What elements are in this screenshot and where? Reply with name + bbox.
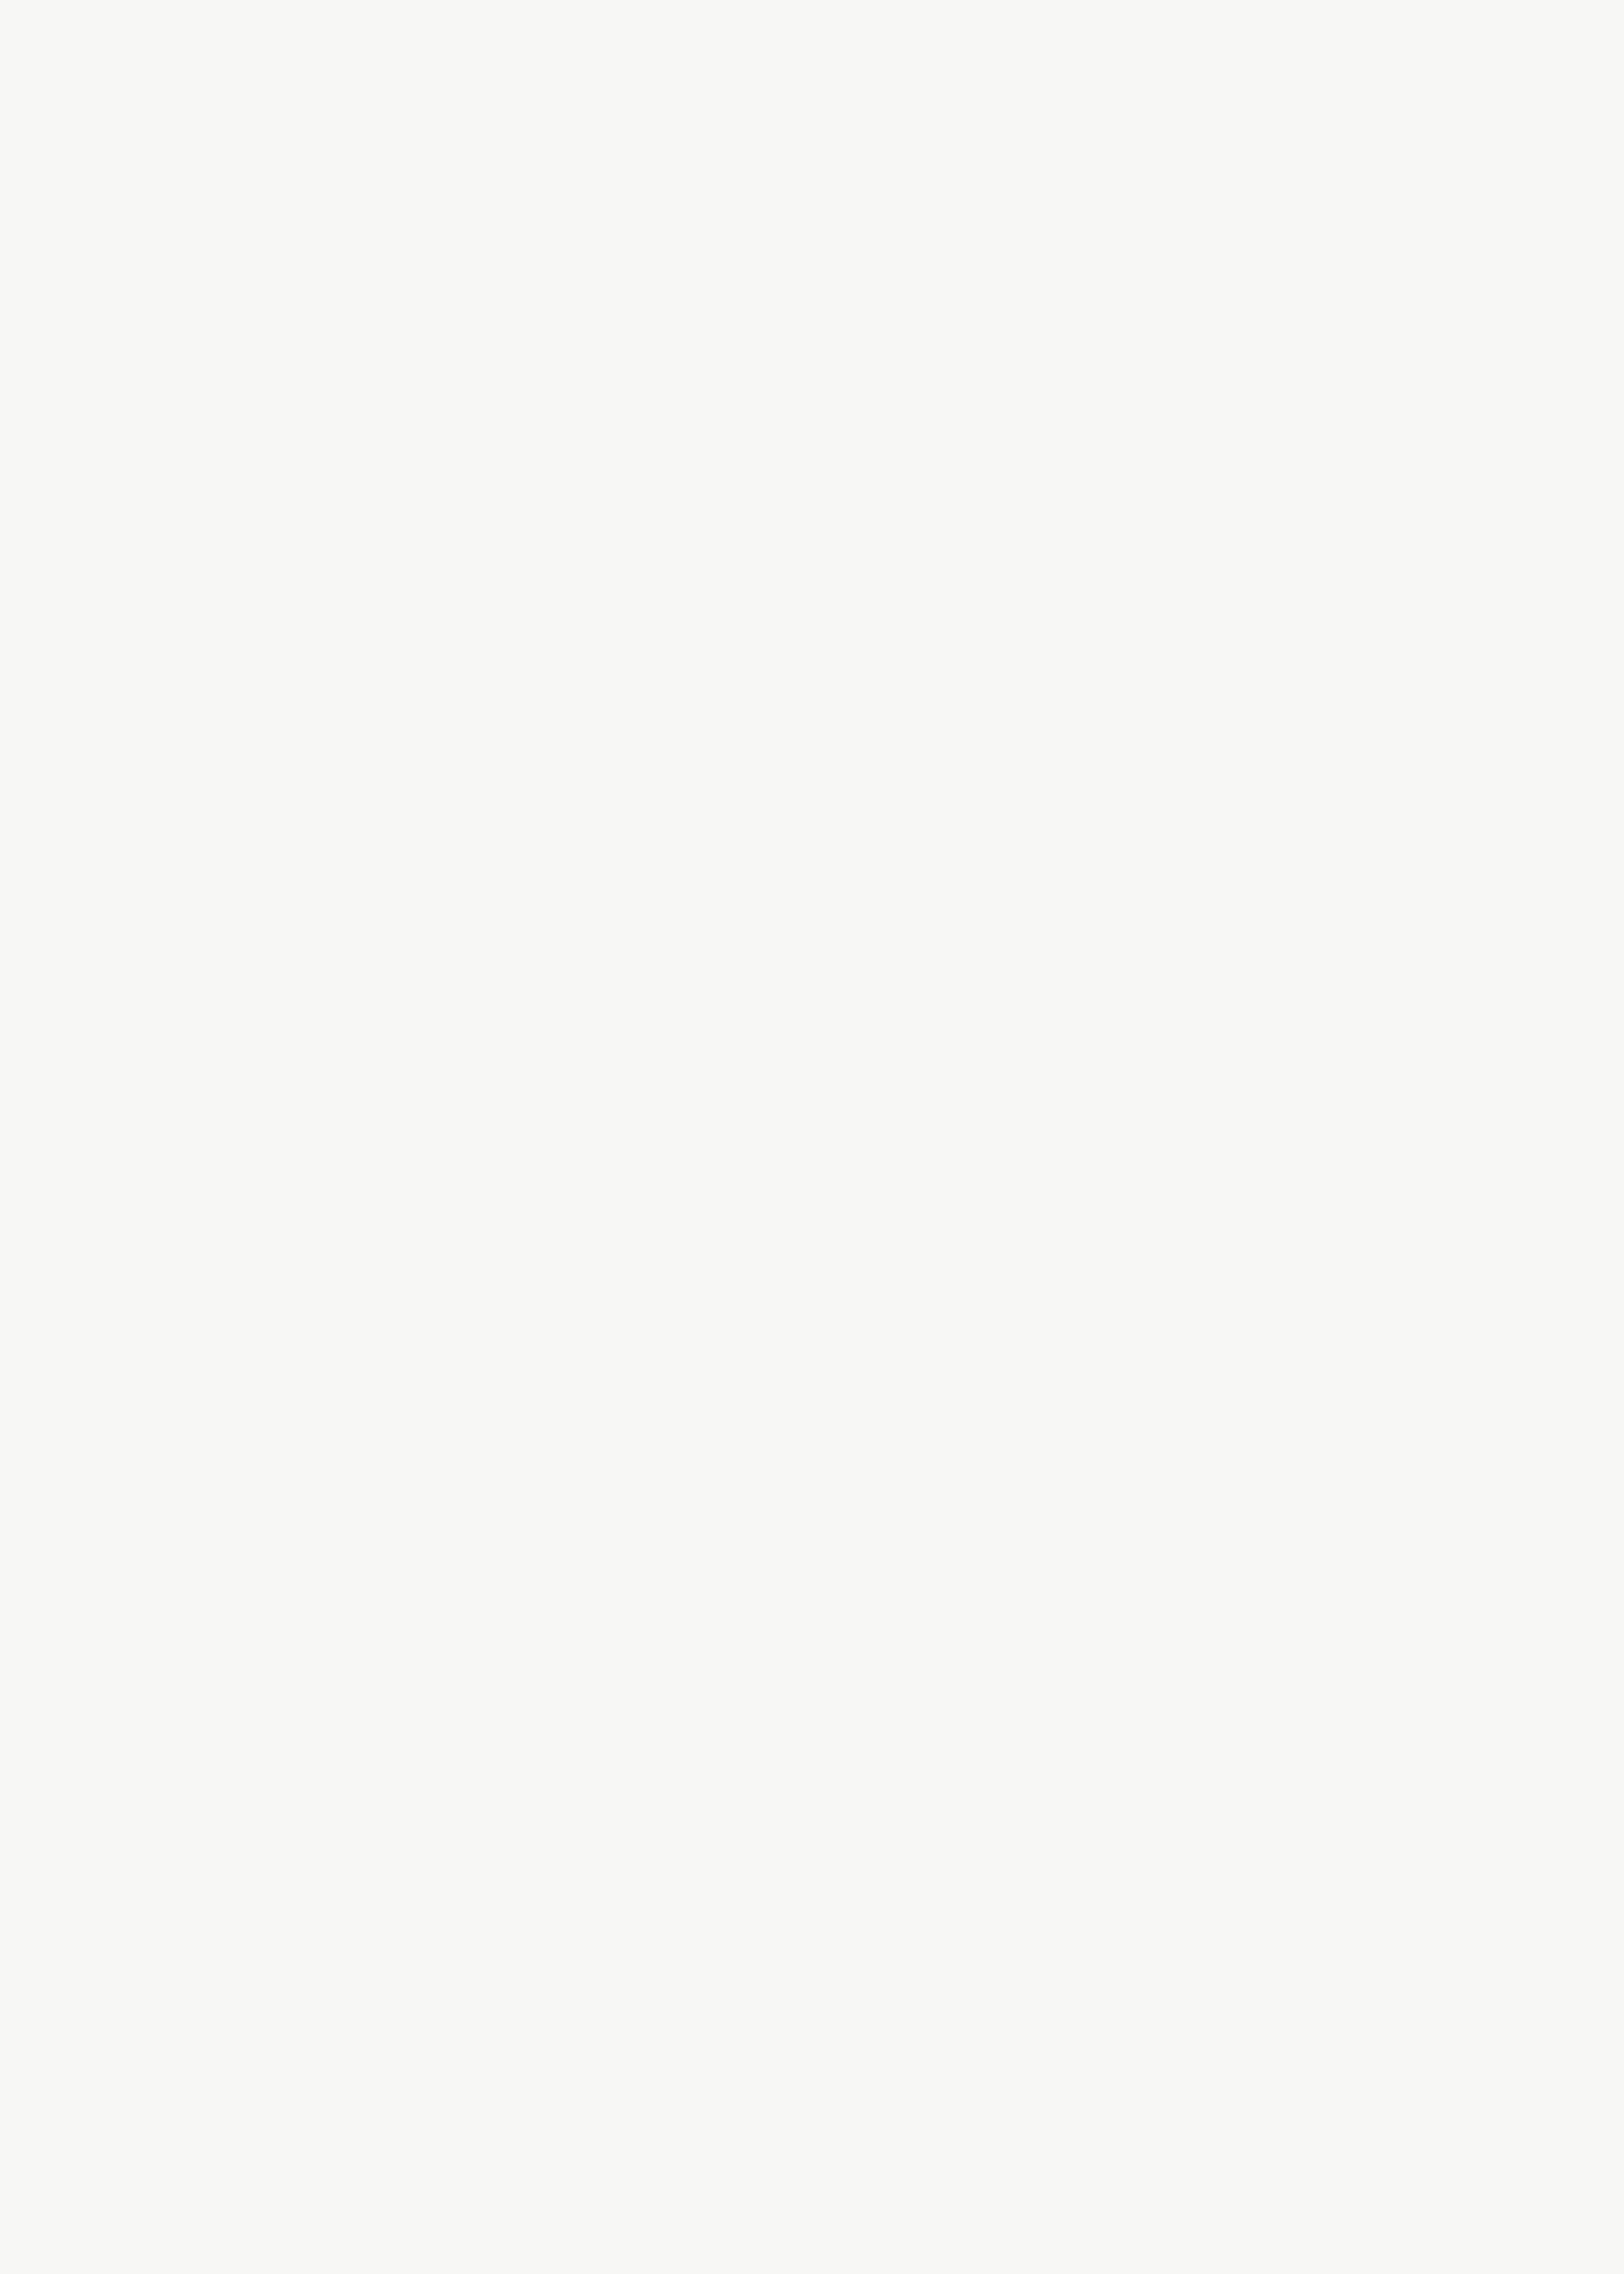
page-content (199, 163, 1434, 211)
